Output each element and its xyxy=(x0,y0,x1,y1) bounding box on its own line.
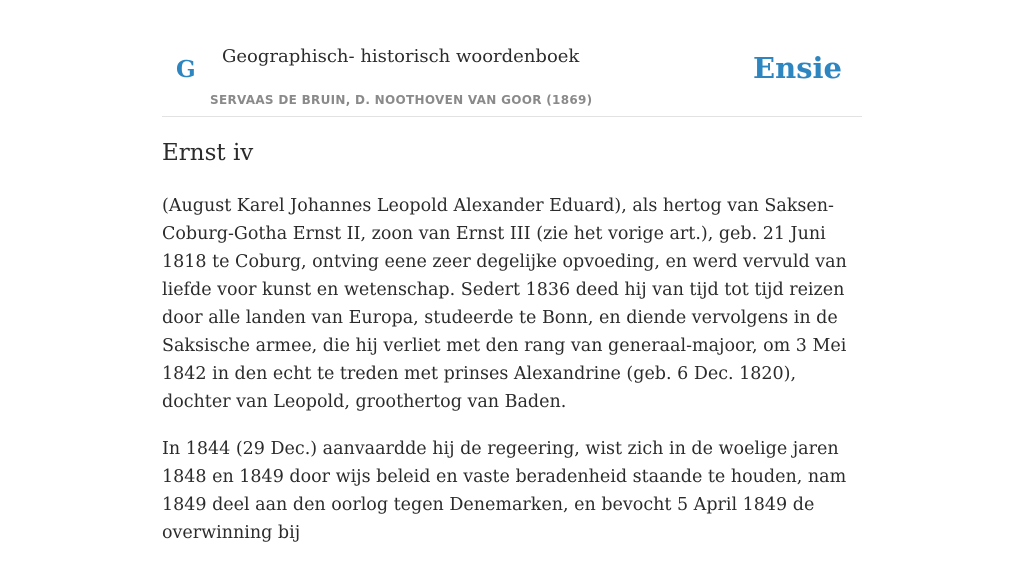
book-authors-link[interactable]: SERVAAS DE BRUIN, D. NOOTHOVEN VAN GOOR (1869) xyxy=(210,93,593,107)
book-title-link[interactable]: Geographisch- historisch woordenboek xyxy=(222,46,580,67)
site-header xyxy=(162,0,862,117)
ensie-logo-link[interactable]: Ensie xyxy=(753,51,842,85)
entry-title: Ernst iv xyxy=(162,140,254,166)
entry-content xyxy=(162,192,867,566)
entry-paragraph: In 1844 (29 Dec.) aanvaardde hij de regeering, wist zich in de woelige jaren 1848 en 1849 door wijs beleid en vaste beradenheid staande te houden, nam 1849 deel aan den oorlog tegen Denemarken, en bevocht 5 April 1849 de overwinning bij xyxy=(162,439,847,543)
book-logo-icon[interactable]: G xyxy=(176,56,196,83)
entry-paragraph: (August Karel Johannes Leopold Alexander Eduard), als hertog van Saksen-Coburg-Gotha Ernst II, zoon van Ernst III (zie het vorige art.), geb. 21 Juni 1818 te Coburg, ontving eene zeer degelijke opvoeding, en werd vervuld van liefde voor kunst en wetenschap. Sedert 1836 deed hij van tijd tot tijd reizen door alle landen van Europa, studeerde te Bonn, en diende vervolgens in de Saksische armee, die hij verliet met den rang van generaal-majoor, om 3 Mei 1842 in den echt te treden met prinses Alexandrine (geb. 6 Dec. 1820), dochter van Leopold, groothertog van Baden. xyxy=(162,196,847,412)
